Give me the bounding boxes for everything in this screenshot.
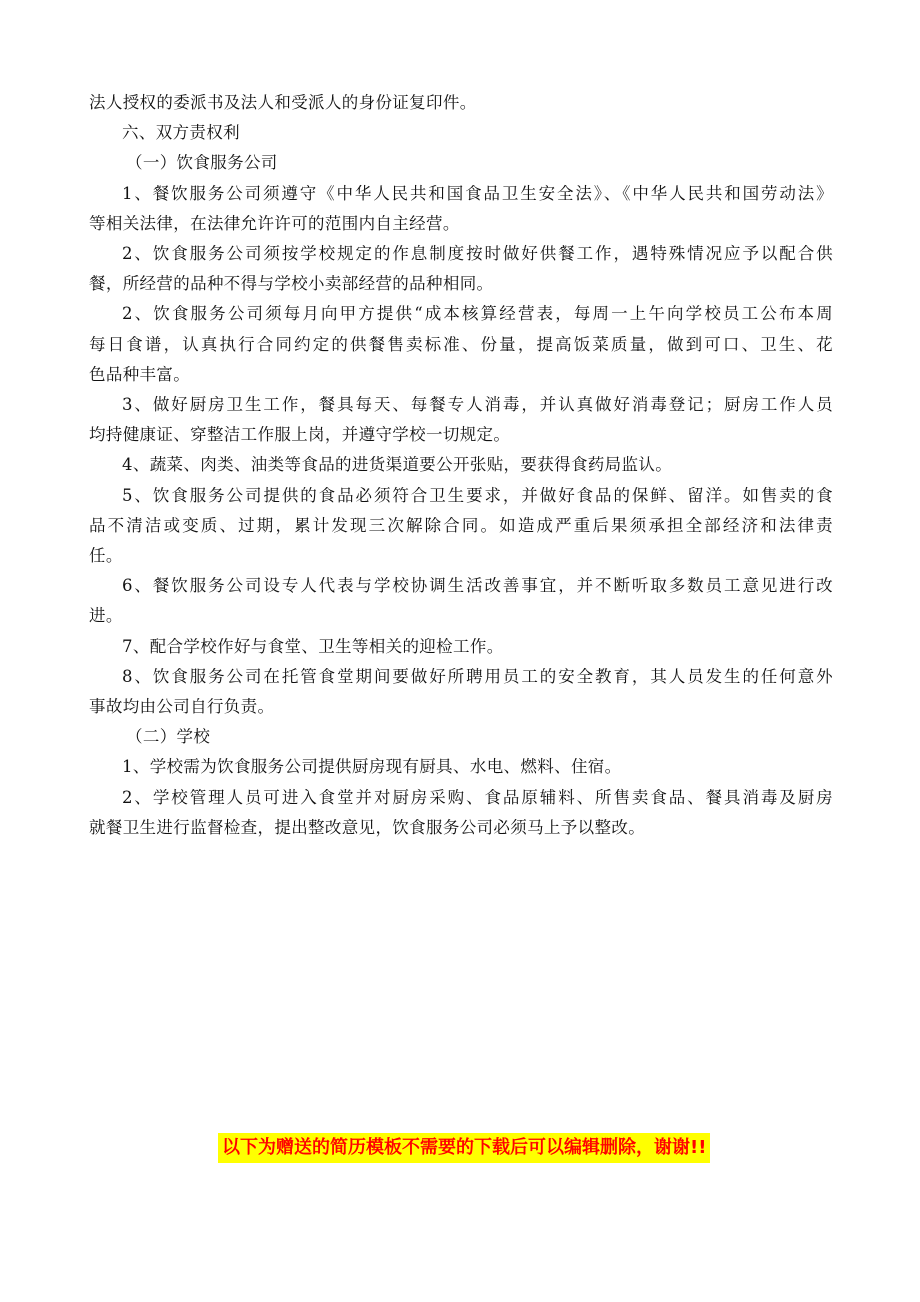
text-line: 1、学校需为饮食服务公司提供厨房现有厨具、水电、燃料、住宿。 — [122, 757, 622, 777]
text-line: 4、蔬菜、肉类、油类等食品的进货渠道要公开张贴，要获得食药局监认。 — [122, 455, 673, 475]
text-line: 2、饮食服务公司须按学校规定的作息制度按时做好供餐工作，遇特殊情况应予以配合供 — [122, 244, 833, 264]
text-line: 2、饮食服务公司须每月向甲方提供“成本核算经营表，每周一上午向学校员工公布本周 — [122, 304, 833, 324]
text-line: 5、饮食服务公司提供的食品必须符合卫生要求，并做好食品的保鲜、留洋。如售卖的食 — [122, 485, 833, 505]
subsection-heading: （二）学校 — [126, 727, 211, 747]
text-line: 6、餐饮服务公司设专人代表与学校协调生活改善事宜，并不断听取多数员工意见进行改 — [122, 576, 833, 596]
text-line: 餐，所经营的品种不得与学校小卖部经营的品种相同。 — [89, 274, 494, 294]
text-line: 均持健康证、穿整洁工作服上岗，并遵守学校一切规定。 — [89, 425, 511, 445]
text-line: 7、配合学校作好与食堂、卫生等相关的迎检工作。 — [122, 636, 504, 656]
text-line: 事故均由公司自行负责。 — [89, 697, 275, 717]
highlighted-notice: 以下为赠送的简历模板不需要的下载后可以编辑删除，谢谢!! — [218, 1133, 710, 1163]
text-line: 进。 — [89, 606, 123, 626]
text-line: 色品种丰富。 — [89, 364, 191, 384]
text-line: 法人授权的委派书及法人和受派人的身份证复印件。 — [89, 93, 477, 112]
document-body — [89, 88, 833, 843]
subsection-heading: （一）饮食服务公司 — [126, 153, 278, 173]
text-line: 每日食谱，认真执行合同约定的供餐售卖标准、份量，提高饭菜质量，做到可口、卫生、花 — [89, 334, 833, 354]
text-line: 1、餐饮服务公司须遵守《中华人民共和国食品卫生安全法》、《中华人民共和国劳动法》 — [122, 183, 833, 203]
text-line: 2、学校管理人员可进入食堂并对厨房采购、食品原辅料、所售卖食品、餐具消毒及厨房 — [122, 787, 833, 807]
text-line: 就餐卫生进行监督检查，提出整改意见，饮食服务公司必须马上予以整改。 — [89, 817, 646, 837]
text-line: 任。 — [89, 546, 123, 566]
section-heading: 六、双方责权利 — [122, 123, 240, 143]
text-line: 8、饮食服务公司在托管食堂期间要做好所聘用员工的安全教育，其人员发生的任何意外 — [122, 666, 833, 686]
text-line: 品不清洁或变质、过期，累计发现三次解除合同。如造成严重后果须承担全部经济和法律责 — [89, 515, 833, 535]
text-line: 3、做好厨房卫生工作，餐具每天、每餐专人消毒，并认真做好消毒登记；厨房工作人员 — [122, 395, 833, 415]
text-line: 等相关法律，在法律允许许可的范围内自主经营。 — [89, 213, 460, 233]
